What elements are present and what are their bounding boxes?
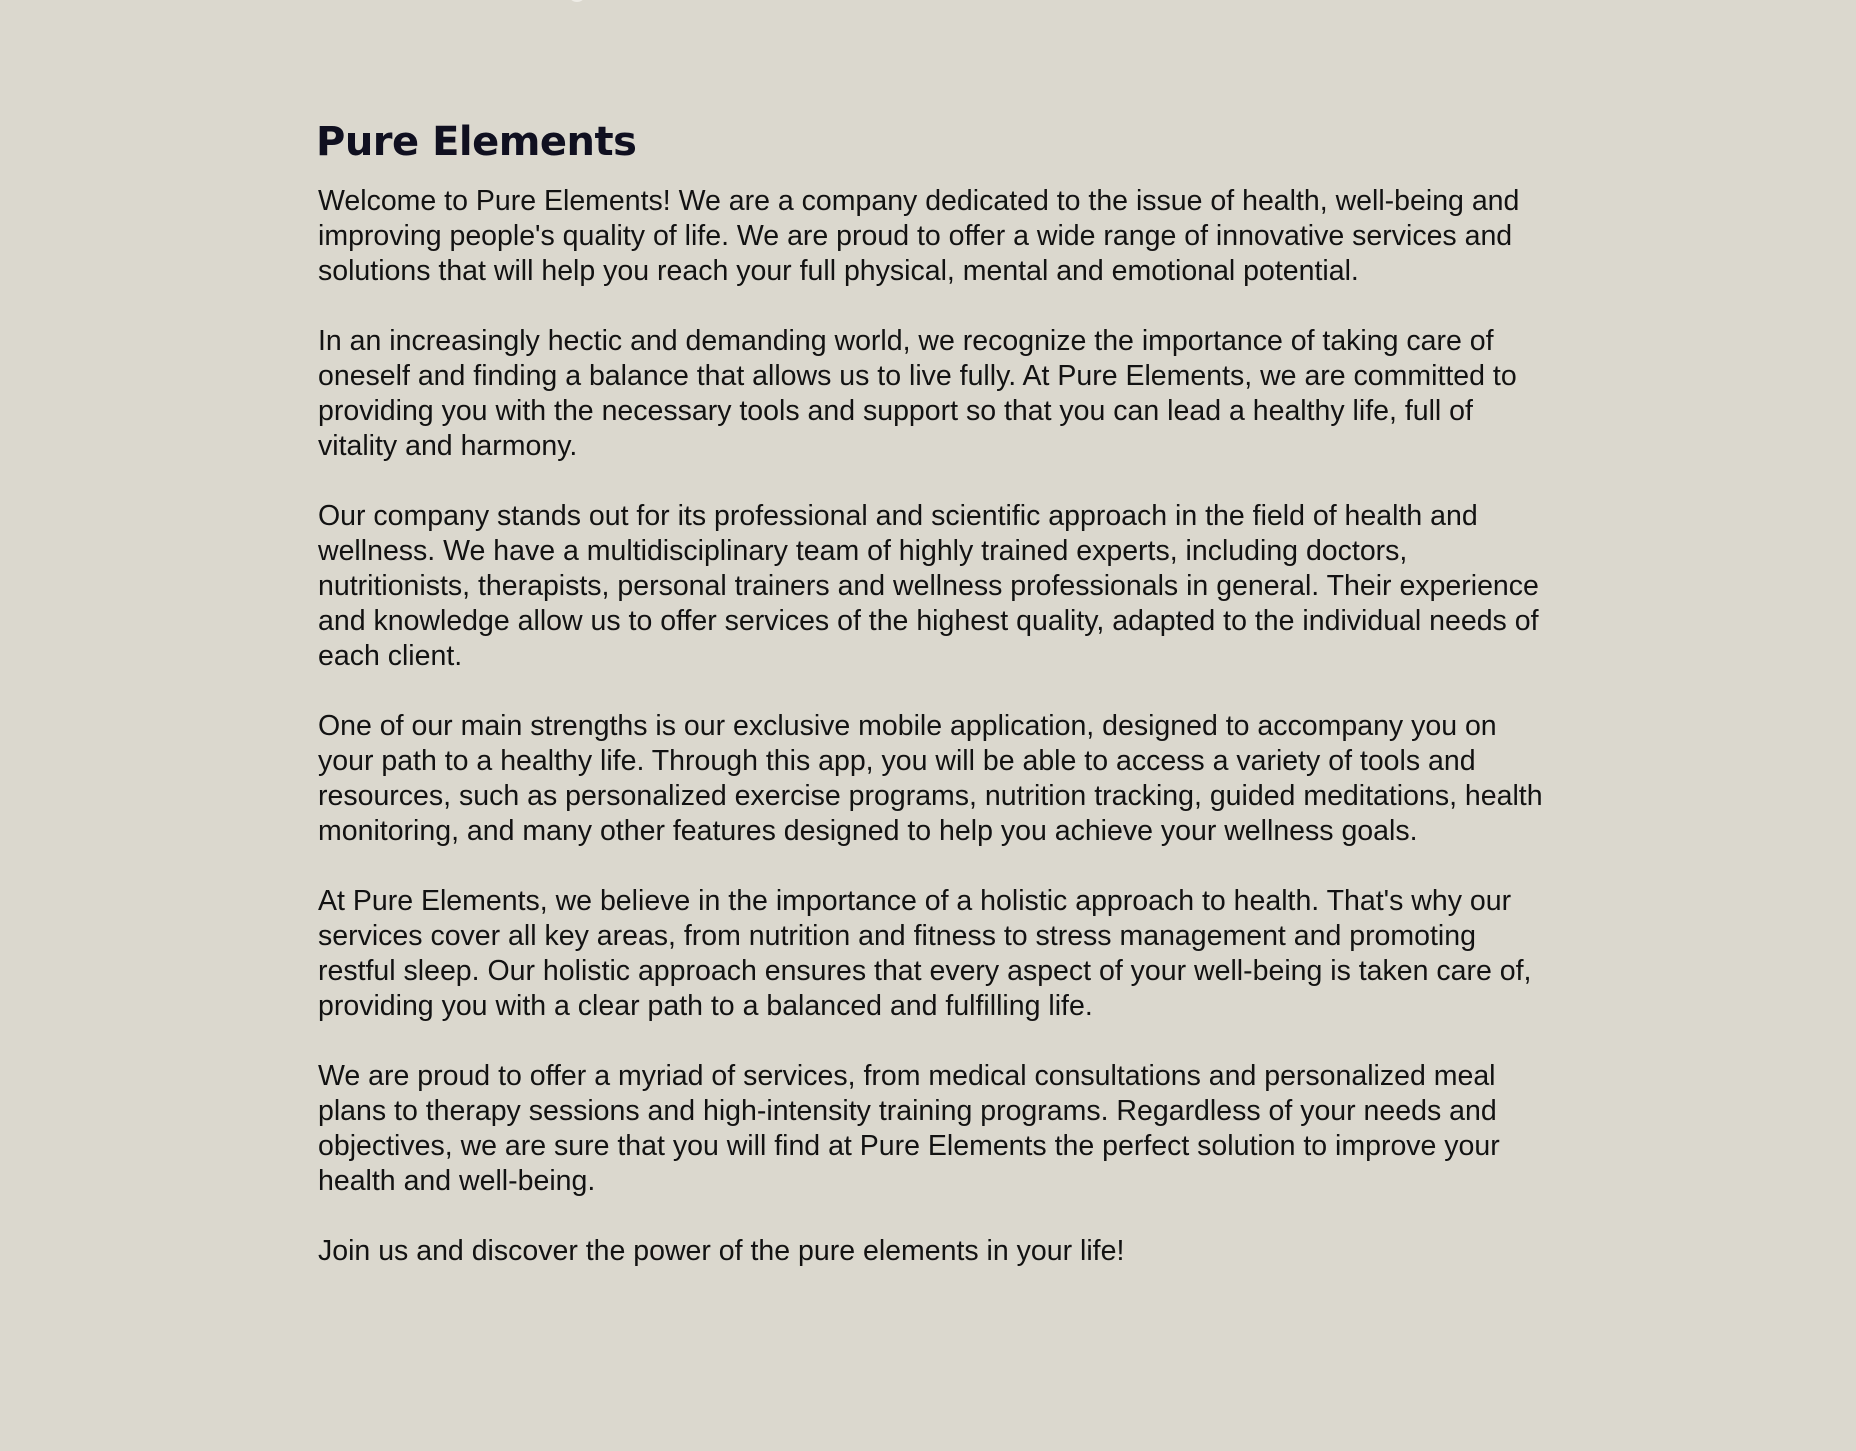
- app-paragraph: One of our main strengths is our exclusive mobile application, designed to accompany you on your path to a healthy life. Through this app, you will be able to access a variety of tools and resources, such as personalized exercise programs, nutrition tracking, guided meditations, health monitoring, and many other features designed to help you achieve your wellness goals.: [318, 710, 1543, 847]
- top-edge-decoration: [570, 0, 584, 2]
- team-paragraph: Our company stands out for its professional and scientific approach in the field of health and wellness. We have a multidisciplinary team of highly trained experts, including doctors, nutritionists, therapists, personal trainers and wellness professionals in general. Their experience and knowledge allow us to offer services of the highest quality, adapted to the individual needs of each client.: [318, 500, 1539, 672]
- about-content: [318, 112, 1548, 1304]
- services-paragraph: We are proud to offer a myriad of services, from medical consultations and personalized meal plans to therapy sessions and high-intensity training programs. Regardless of your needs and objectives, we are sure that you will find at Pure Elements the perfect solution to improve your health and well-being.: [318, 1060, 1500, 1197]
- balance-paragraph: In an increasingly hectic and demanding world, we recognize the importance of taking care of oneself and finding a balance that allows us to live fully. At Pure Elements, we are committed to providing you with the necessary tools and support so that you can lead a healthy life, full of vitality and harmony.: [318, 325, 1517, 462]
- page-title: Pure Elements: [316, 119, 637, 165]
- closing-paragraph: Join us and discover the power of the pure elements in your life!: [318, 1235, 1125, 1267]
- intro-paragraph: Welcome to Pure Elements! We are a company dedicated to the issue of health, well-being and improving people's quality of life. We are proud to offer a wide range of innovative services and solutions that will help you reach your full physical, mental and emotional potential.: [318, 185, 1520, 287]
- holistic-paragraph: At Pure Elements, we believe in the importance of a holistic approach to health. That's why our services cover all key areas, from nutrition and fitness to stress management and promoting restful sleep. Our holistic approach ensures that every aspect of your well-being is taken care of, providing you with a clear path to a balanced and fulfilling life.: [318, 885, 1532, 1022]
